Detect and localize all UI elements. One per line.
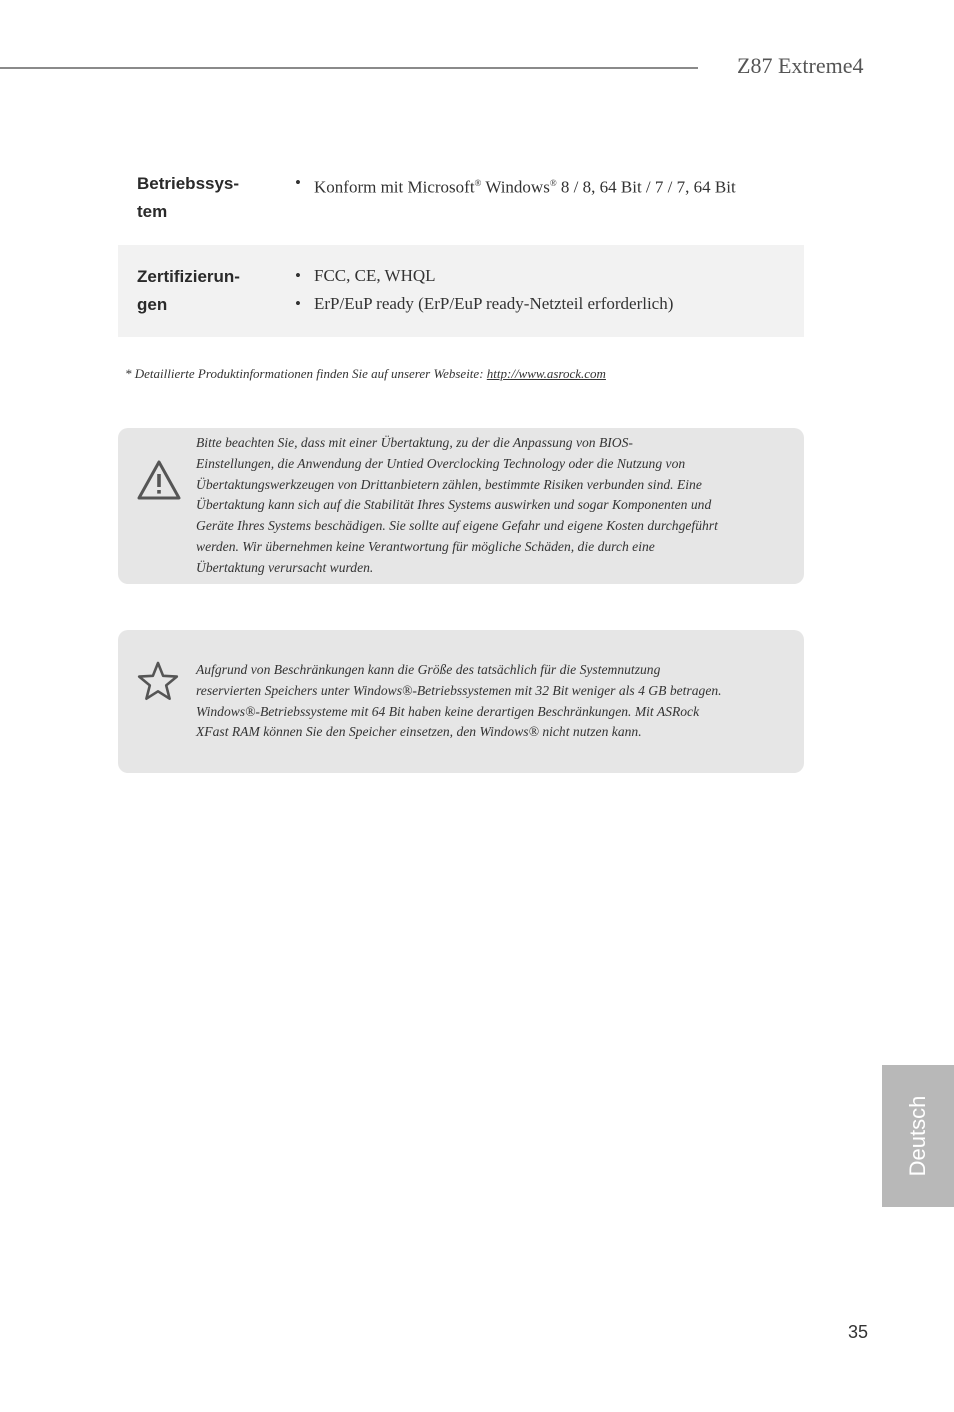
footnote [125, 364, 606, 384]
language-side-tab-label: Deutsch [905, 1095, 930, 1177]
note-line: Windows®-Betriebssysteme mit 64 Bit haben keine derartigen Beschränkungen. Mit ASRock [196, 703, 700, 719]
info-note-text [196, 660, 776, 743]
spec-label-certifications [137, 263, 267, 319]
note-line: Übertaktung kann sich auf die Stabilität Ihres Systems auswirken und sogar Komponenten und [196, 497, 712, 513]
note-line: Bitte beachten Sie, dass mit einer Übertaktung, zu der die Anpassung von BIOS- [196, 435, 633, 450]
note-line: XFast RAM können Sie den Speicher einsetzen, den Windows® nicht nutzen kann. [196, 724, 642, 740]
language-side-tab [882, 1065, 954, 1207]
footnote-text: * Detaillierte Produktinformationen finden Sie auf unserer Webseite: [125, 366, 487, 381]
header-rule [0, 67, 698, 69]
spec-label-line: gen [137, 295, 168, 314]
note-line: Übertaktung verursacht wurden. [196, 559, 374, 575]
note-line: Aufgrund von Beschränkungen kann die Größe des tatsächlich für die Systemnutzung [196, 662, 661, 677]
spec-item-text: 8 / 8, 64 Bit / 7 / 7, 64 Bit [556, 177, 736, 197]
spec-item-text: Windows [481, 177, 550, 197]
bullet-icon: • [295, 266, 301, 285]
note-line: Geräte Ihres Systems beschädigen. Sie sollte auf eigene Gefahr und eigene Kosten durchgeführt [196, 518, 718, 534]
warning-triangle-icon [136, 459, 182, 506]
note-line: Einstellungen, die Anwendung der Untied Overclocking Technology oder die Nutzung von [196, 455, 686, 471]
spec-item-text: ErP/EuP ready (ErP/EuP ready-Netzteil erforderlich) [314, 294, 674, 313]
spec-items-operating-system [295, 169, 736, 202]
note-line: Übertaktungswerkzeugen von Drittanbietern zählen, bestimmte Risiken verbunden sind. Eine [196, 476, 702, 492]
spec-label-operating-system [137, 170, 267, 226]
spec-row-certifications [118, 245, 804, 337]
bullet-icon: • [295, 173, 301, 192]
warning-note [118, 428, 804, 584]
spec-label-line: Betriebssys- [137, 174, 240, 193]
spec-label-line: tem [137, 202, 168, 221]
spec-label-line: Zertifizierun- [137, 267, 240, 286]
spec-items-certifications [295, 262, 673, 318]
spec-item [295, 262, 673, 290]
spec-item [295, 169, 736, 202]
website-link[interactable]: http://www.asrock.com [486, 366, 606, 381]
warning-note-text [196, 433, 776, 579]
star-icon [136, 660, 180, 707]
note-line: werden. Wir übernehmen keine Verantwortung für mögliche Schäden, die durch eine [196, 538, 655, 554]
note-line: reservierten Speichers unter Windows®-Betriebssystemen mit 32 Bit weniger als 4 GB betragen. [196, 682, 722, 698]
spec-item-text: FCC, CE, WHQL [314, 266, 436, 285]
registered-mark: ® [474, 178, 482, 188]
spec-item [295, 290, 673, 318]
spec-item-text: Konform mit Microsoft [314, 177, 475, 197]
bullet-icon: • [295, 294, 301, 313]
info-note [118, 630, 804, 773]
spec-row-operating-system [118, 152, 804, 244]
page-number: 35 [848, 1322, 869, 1342]
registered-mark: ® [549, 178, 557, 188]
page-title: Z87 Extreme4 [737, 53, 864, 78]
